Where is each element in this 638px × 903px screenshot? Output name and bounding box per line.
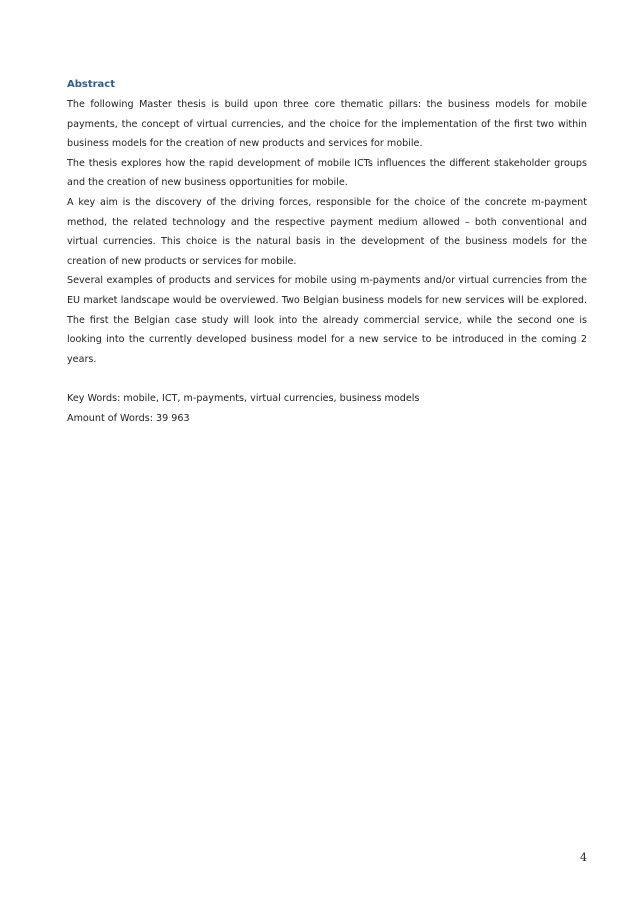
abstract-paragraph-3: A key aim is the discovery of the driving forces, responsible for the choice of the concrete m-payment method, the related technology and the respective payment medium allowed – both conventional and virtual currencies. This choice is the natural basis in the development of the business models for the creation of new products or services for mobile. [67,196,587,267]
keywords-line: Key Words: mobile, ICT, m-payments, virtual currencies, business models [67,392,420,404]
abstract-heading: Abstract [67,79,116,90]
page-number: 4 [580,851,587,864]
abstract-section [67,75,587,428]
abstract-paragraph-2: The thesis explores how the rapid development of mobile ICTs influences the different stakeholder groups and the creation of new business opportunities for mobile. [67,157,587,189]
abstract-paragraph-4: Several examples of products and services for mobile using m-payments and/or virtual currencies from the EU market landscape would be overviewed. Two Belgian business models for new services will be explored. The first the Belgian case study will look into the already commercial service, while the second one is looking into the currently developed business model for a new service to be introduced in the coming 2 years. [67,275,587,365]
abstract-paragraph-1: The following Master thesis is build upon three core thematic pillars: the business models for mobile payments, the concept of virtual currencies, and the choice for the implementation of the first two within business models for the creation of new products and services for mobile. [67,99,587,150]
word-count-line: Amount of Words: 39 963 [67,412,190,424]
paragraph-spacer [67,369,587,389]
